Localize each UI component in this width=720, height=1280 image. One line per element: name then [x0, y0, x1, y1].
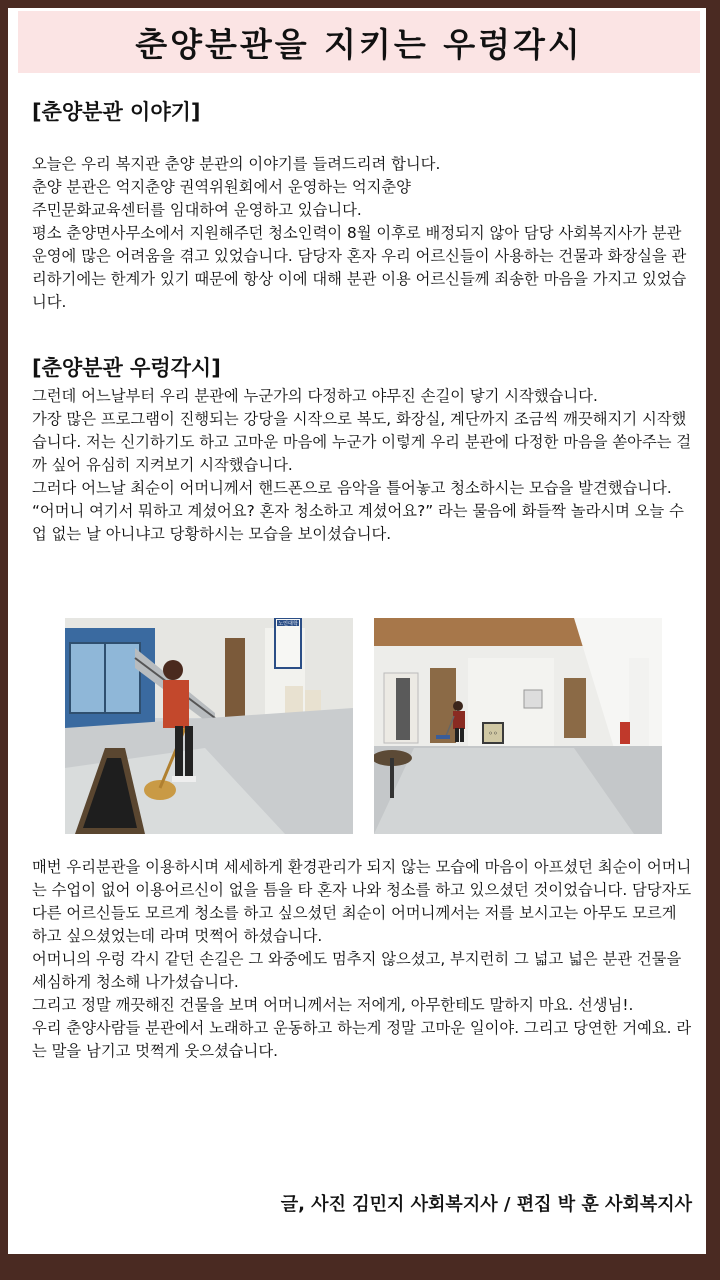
paragraph: 그러다 어느날 최순이 어머니께서 핸드폰으로 음악을 틀어놓고 청소하시는 모습을 발견했습니다. “어머니 여기서 뭐하고 계셨어요? 혼자 청소하고 계셨어요?” 라는 물음에 화들짝 놀라시며 오늘 수업 없는 날 아니냐고 당황하시는 모습을 보이셨습니다.	[32, 479, 684, 543]
section-story-body	[32, 153, 692, 314]
paragraph: 평소 춘양면사무소에서 지원해주던 청소인력이 8월 이후로 배정되지 않아 담당 사회복지사가 분관 운영에 많은 어려움을 겪고 있었습니다. 담당자 혼자 우리 어르신들이 사용하는 건물과 화장실을 관리하기에는 한계가 있기 때문에 항상 이에 대해 분관 이용 어르신들께 죄송한 마음을 가지고 있었습니다.	[32, 224, 687, 311]
paragraph: 주민문화교육센터를 임대하여 운영하고 있습니다.	[32, 201, 362, 219]
photo-hallway-illustration	[374, 618, 662, 834]
section-heading-story: [춘양분관 이야기]	[32, 100, 201, 124]
photo-sign-text: ㅇㅇ	[488, 731, 498, 737]
photo-stairwell-illustration	[65, 618, 353, 834]
photo-stairwell-cleaning	[65, 618, 353, 834]
paragraph: 가장 많은 프로그램이 진행되는 강당을 시작으로 복도, 화장실, 계단까지 조금씩 깨끗해지기 시작했습니다. 저는 신기하기도 하고 고마운 마음에 누군가 이렇게 우리 분관에 다정한 마음을 쏟아주는 걸까 싶어 유심히 지켜보기 시작했습니다.	[32, 410, 692, 474]
paragraph: 매번 우리분관을 이용하시며 세세하게 환경관리가 되지 않는 모습에 마음이 아프셨던 최순이 어머니는 수업이 없어 이용어르신이 없을 틈을 타 혼자 나와 청소를 하고 있으셨던 것이었습니다. 담당자도 다른 어르신들도 모르게 청소를 하고 싶으셨던 최순이 어머니께서는 저를 보시고는 아무도 모르게 하고 싶으셨었는데 라며 멋쩍어 하셨습니다.	[32, 858, 692, 945]
article-sheet	[8, 8, 706, 1254]
section-conclusion-body	[32, 856, 692, 1063]
photo-hallway-cleaning	[374, 618, 662, 834]
page-title: 춘양분관을 지키는 우렁각시	[135, 24, 583, 64]
paragraph: 우리 춘양사람들 분관에서 노래하고 운동하고 하는게 정말 고마운 일이야. 그리고 당연한 거예요. 라는 말을 남기고 멋쩍게 웃으셨습니다.	[32, 1019, 692, 1060]
photo-sign-text: 노인대학	[278, 621, 298, 627]
paragraph: 그리고 정말 깨끗해진 건물을 보며 어머니께서는 저에게, 아무한테도 말하지 마요. 선생님!.	[32, 996, 634, 1014]
section-heading-urung: [춘양분관 우렁각시]	[32, 356, 221, 380]
title-banner	[18, 11, 700, 73]
paragraph: 그런데 어느날부터 우리 분관에 누군가의 다정하고 야무진 손길이 닿기 시작했습니다.	[32, 387, 598, 405]
section-urung-body	[32, 385, 692, 546]
paragraph: 춘양 분관은 억지춘양 권역위원회에서 운영하는 억지춘양	[32, 178, 411, 196]
author-credit: 글, 사진 김민지 사회복지사 / 편집 박 훈 사회복지사	[280, 1194, 692, 1215]
paragraph: 오늘은 우리 복지관 춘양 분관의 이야기를 들려드리려 합니다.	[32, 155, 441, 173]
paragraph: 어머니의 우렁 각시 같던 손길은 그 와중에도 멈추지 않으셨고, 부지런히 그 넓고 넓은 분관 건물을 세심하게 청소해 나가셨습니다.	[32, 950, 682, 991]
